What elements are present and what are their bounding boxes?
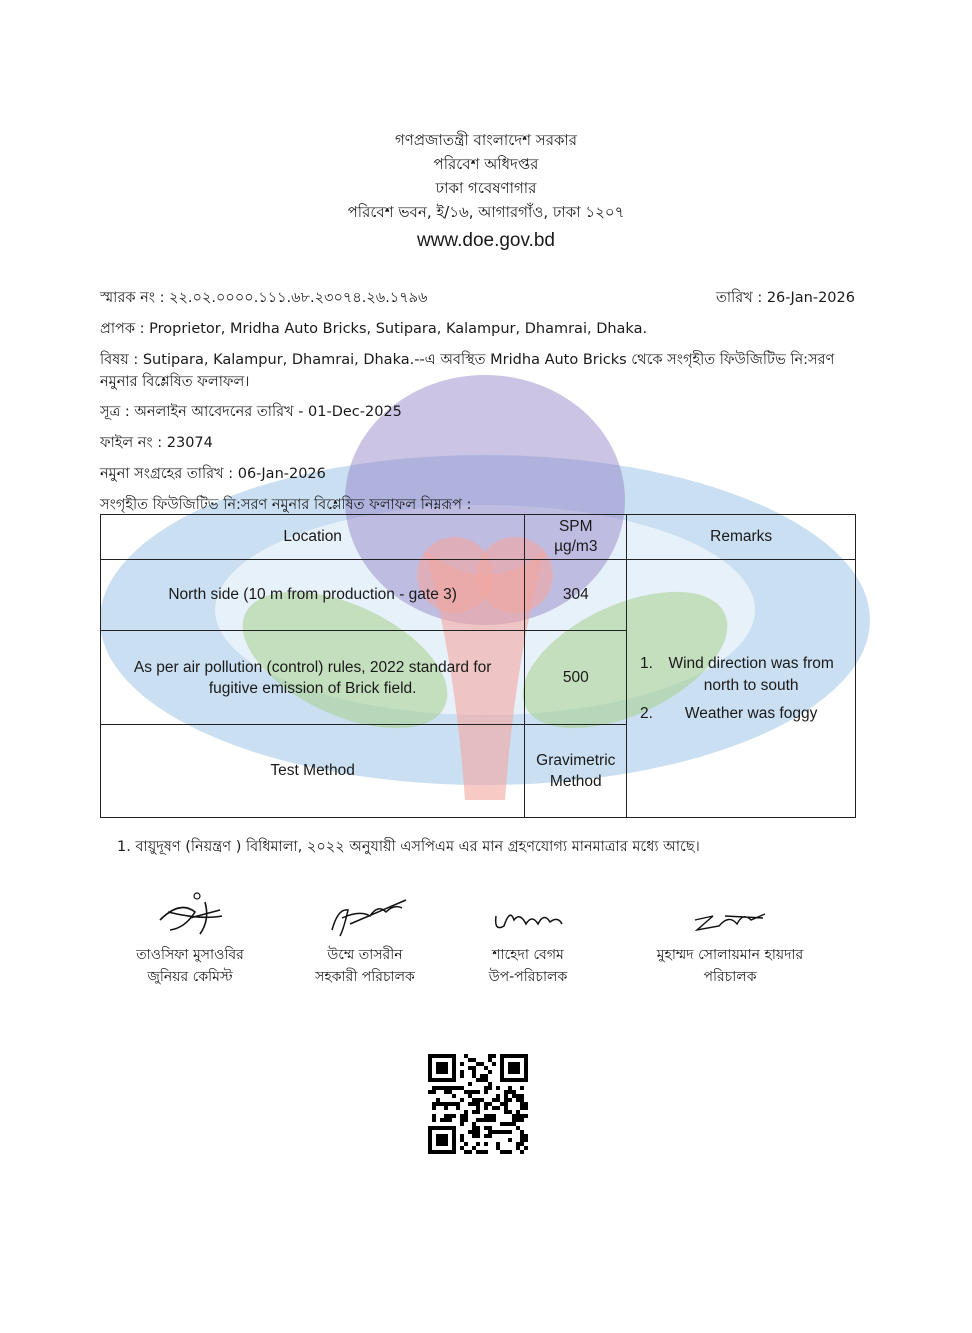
govt-name: গণপ্রজাতন্ত্রী বাংলাদেশ সরকার [394, 131, 578, 149]
signatory-name: তাওসিফা মুসাওবির [136, 947, 244, 963]
issue-date: তারিখ : 26-Jan-2026 [715, 290, 855, 306]
signatory-name: উম্মে তাসরীন [327, 947, 403, 963]
office-address: পরিবেশ ভবন, ই/১৬, আগারগাঁও, ঢাকা ১২০৭ [347, 203, 625, 221]
recipient: প্রাপক : Proprietor, Mridha Auto Bricks, Sutipara, Kalampur, Dhamrai, Dhaka. [100, 321, 648, 337]
website-link[interactable]: www.doe.gov.bd [416, 230, 555, 251]
signatory-title: পরিচালক [703, 969, 757, 985]
signatory-title: উপ-পরিচালক [488, 969, 568, 985]
header-remarks: Remarks [627, 515, 856, 560]
compliance-note: 1. বায়ুদূষণ (নিয়ন্ত্রণ ) বিধিমালা, ২০২২ অনুযায়ী এসপিএম এর মান গ্রহণযোগ্য মানমাত্রার মধ্যে আছে। [117, 839, 700, 855]
signatory-block [120, 890, 260, 988]
reference: সূত্র : অনলাইন আবেদনের তারিখ - 01-Dec-2025 [100, 404, 402, 420]
remark-item: 1. Wind direction was from north to south [657, 653, 845, 697]
letterhead [0, 128, 972, 256]
file-number: ফাইল নং : 23074 [100, 435, 213, 451]
header-spm-label: SPM [558, 518, 593, 535]
remarks-cell [627, 560, 856, 818]
signature-image [488, 890, 568, 942]
subject-line-2: নমুনার বিশ্লেষিত ফলাফল। [100, 374, 250, 390]
location-cell: Test Method [101, 725, 525, 818]
signatory-title: জুনিয়র কেমিস্ট [147, 969, 233, 985]
signatory-block [635, 890, 825, 988]
signatory-name: মুহাম্মদ সোলায়মান হায়দার [656, 947, 804, 963]
memo-number: স্মারক নং : ২২.০২.০০০০.১১১.৬৮.২৩০৭৪.২৬.১৭৯৬ [100, 290, 428, 306]
remark-item: 2. Weather was foggy [657, 703, 845, 725]
signatory-block [458, 890, 598, 988]
signature-image [320, 890, 410, 942]
qr-code [428, 1053, 528, 1155]
subject-line-1: বিষয় : Sutipara, Kalampur, Dhamrai, Dhaka.--এ অবস্থিত Mridha Auto Bricks থেকে সংগৃহীত ফিউজিটিভ নি:সরণ [100, 352, 835, 368]
signature-image [150, 890, 230, 942]
signatory-block [295, 890, 435, 988]
table-intro: সংগৃহীত ফিউজিটিভ নি:সরণ নমুনার বিশ্লেষিত ফলাফল নিম্নরূপ : [100, 497, 472, 513]
table-row [101, 560, 856, 631]
lab-name: ঢাকা গবেষণাগার [435, 179, 537, 197]
location-cell: North side (10 m from production - gate 3) [101, 560, 525, 631]
results-table [100, 514, 856, 818]
signature-image [685, 890, 775, 942]
header-spm-unit: µg/m3 [554, 538, 598, 555]
signatory-name: শাহেদা বেগম [492, 947, 564, 963]
header-location: Location [101, 515, 525, 560]
header-spm [525, 515, 627, 560]
sample-date: নমুনা সংগ্রহের তারিখ : 06-Jan-2026 [100, 466, 326, 482]
department-name: পরিবেশ অধিদপ্তর [433, 155, 539, 173]
spm-cell: Gravimetric Method [525, 725, 627, 818]
table-header-row [101, 515, 856, 560]
spm-cell: 304 [525, 560, 627, 631]
spm-cell: 500 [525, 631, 627, 725]
location-cell: As per air pollution (control) rules, 2022 standard for fugitive emission of Brick field. [101, 631, 525, 725]
signatory-title: সহকারী পরিচালক [315, 969, 415, 985]
